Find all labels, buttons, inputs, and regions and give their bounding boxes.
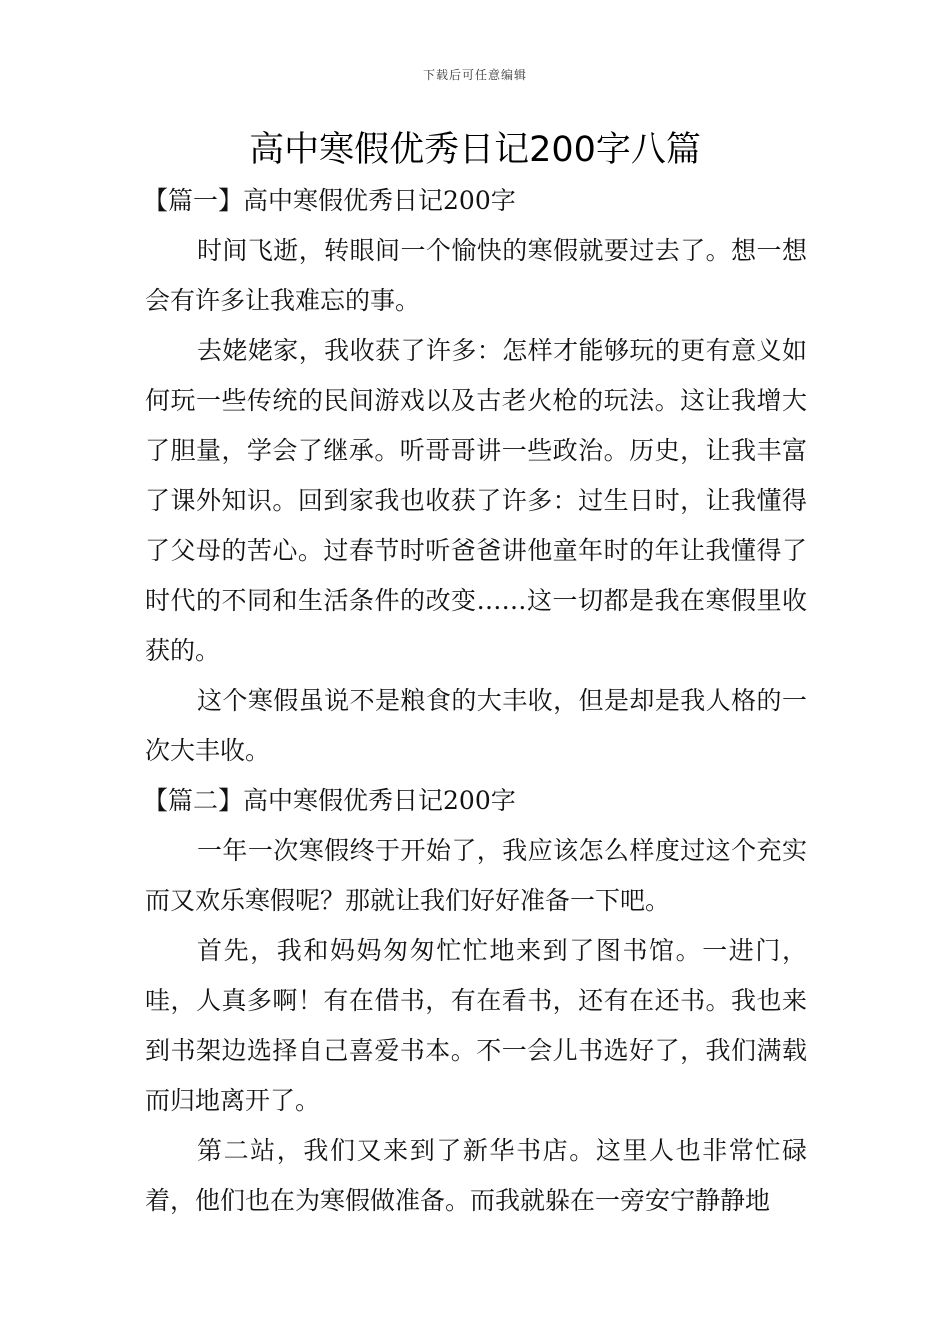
- paragraph: 首先，我和妈妈匆匆忙忙地来到了图书馆。一进门，哇，人真多啊！有在借书，有在看书，还有在还书。我也来到书架边选择自己喜爱书本。不一会儿书选好了，我们满载而归地离开了。: [145, 936, 807, 1115]
- document-title: 高中寒假优秀日记200字八篇: [249, 130, 701, 170]
- document-body: [145, 176, 807, 1226]
- paragraph: 一年一次寒假终于开始了，我应该怎么样度过这个充实而又欢乐寒假呢？那就让我们好好准备一下吧。: [145, 836, 807, 915]
- header-note: 下载后可任意编辑: [422, 68, 527, 82]
- section-heading-2: 【篇二】高中寒假优秀日记200字: [143, 786, 516, 815]
- section-heading-1: 【篇一】高中寒假优秀日记200字: [143, 186, 516, 215]
- paragraph: 时间飞逝，转眼间一个愉快的寒假就要过去了。想一想会有许多让我难忘的事。: [145, 236, 807, 315]
- paragraph: 第二站，我们又来到了新华书店。这里人也非常忙碌着，他们也在为寒假做准备。而我就躲在一旁安宁静静地: [145, 1136, 807, 1215]
- paragraph: 这个寒假虽说不是粮食的大丰收，但是却是我人格的一次大丰收。: [145, 686, 807, 765]
- paragraph: 去姥姥家，我收获了许多：怎样才能够玩的更有意义如何玩一些传统的民间游戏以及古老火枪的玩法。这让我增大了胆量，学会了继承。听哥哥讲一些政治。历史，让我丰富了课外知识。回到家我也收获了许多：过生日时，让我懂得了父母的苦心。过春节时听爸爸讲他童年时的年让我懂得了时代的不同和生活条件的改变……这一切都是我在寒假里收获的。: [145, 336, 807, 665]
